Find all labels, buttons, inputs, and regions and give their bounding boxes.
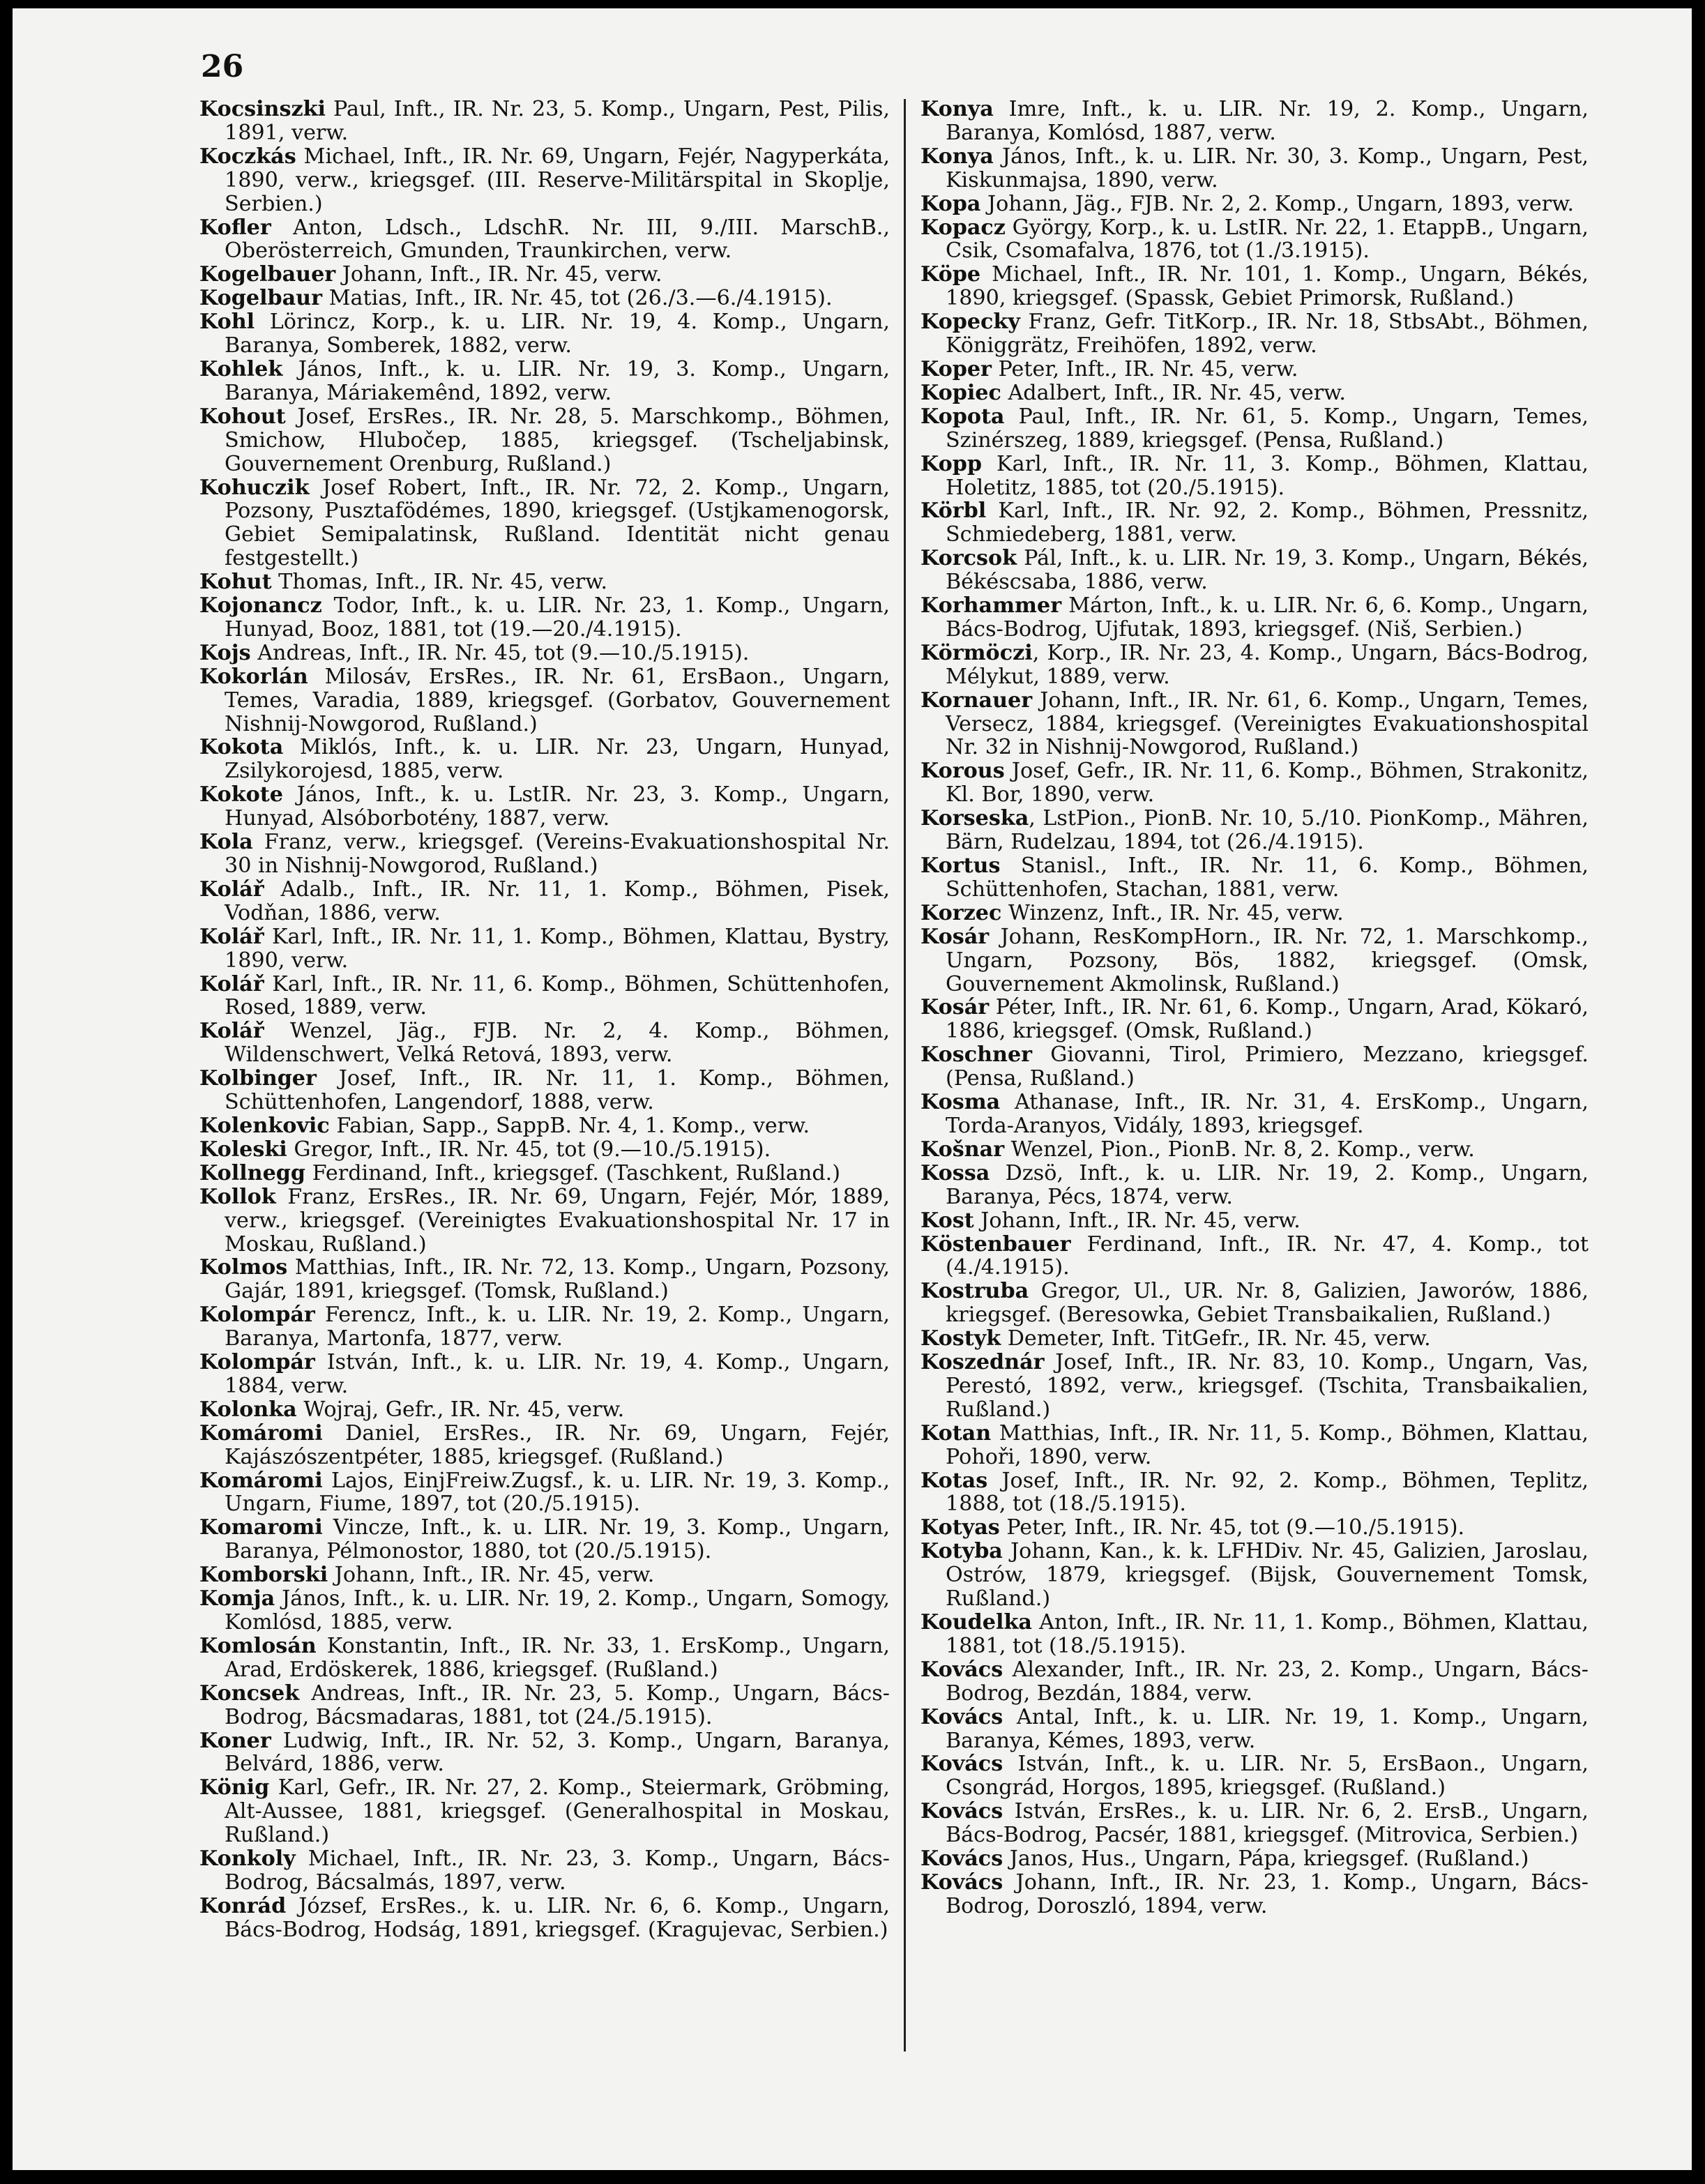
entry-text: Josef, Gefr., IR. Nr. 11, 6. Komp., Böhmen, Strakonitz, Kl. Bor, 1890, verw. [946,759,1589,807]
entry-text: Antal, Inft., k. u. LIR. Nr. 19, 1. Komp., Ungarn, Baranya, Kémes, 1893, verw. [946,1704,1589,1753]
entry-name: Koczkás [199,144,296,169]
entry-name: Komáromi [199,1468,323,1493]
entry [920,1422,1589,1469]
entry-text: Anton, Inft., IR. Nr. 11, 1. Komp., Böhmen, Klattau, 1881, tot (18./5.1915). [946,1610,1589,1658]
entry-text: Johann, Inft., IR. Nr. 61, 6. Komp., Ungarn, Temes, Versecz, 1884, kriegsgef. (Vereinigtes Evakuationshospital Nr. 32 in Nishnij-Nowgorod, Rußland.) [946,688,1589,760]
entry-name: Kolompár [199,1350,315,1375]
entry [920,1327,1589,1351]
entry [199,1303,890,1351]
entry-text: Michael, Inft., IR. Nr. 69, Ungarn, Fejér, Nagyperkáta, 1890, verw., kriegsgef. (III. Reserve-Militärspital in Skoplje, Serbien.) [225,144,890,216]
entry-text: Andreas, Inft., IR. Nr. 45, tot (9.—10./5.1915). [250,640,750,665]
entry-text: Péter, Inft., IR. Nr. 61, 6. Komp., Ungarn, Arad, Kökaró, 1886, kriegsgef. (Omsk, Rußland.) [946,995,1589,1044]
entry-text: Michael, Inft., IR. Nr. 101, 1. Komp., Ungarn, Békés, 1890, kriegsgef. (Spassk, Gebiet Primorsk, Rußland.) [946,262,1589,311]
entry-name: Koudelka [920,1610,1032,1635]
entry [199,1895,890,1942]
entry-text: Lajos, EinjFreiw.Zugsf., k. u. LIR. Nr. 19, 3. Komp., Ungarn, Fiume, 1897, tot (20./5.1915). [225,1468,890,1517]
entry-name: Kopacz [920,215,1006,240]
entry [920,98,1589,145]
entry [199,736,890,783]
entry-name: Kovács [920,1657,1003,1682]
entry-name: Kopota [920,404,1005,429]
entry [920,1209,1589,1233]
entry-text: Paul, Inft., IR. Nr. 23, 5. Komp., Ungarn, Pest, Pilis, 1891, verw. [225,97,890,145]
entry-name: Komaromi [199,1515,323,1540]
entry [920,1138,1589,1162]
entry [199,476,890,571]
entry-text: Franz, verw., kriegsgef. (Vereins-Evakuationshospital Nr. 30 in Nishnij-Nowgorod, Rußland.) [225,830,890,878]
entry [920,263,1589,310]
entry-text: István, Inft., k. u. LIR. Nr. 5, ErsBaon., Ungarn, Csongrád, Horgos, 1895, kriegsgef. (Rußland.) [946,1752,1589,1800]
entry-text: Gregor, Ul., UR. Nr. 8, Galizien, Jaworów, 1886, kriegsgef. (Beresowka, Gebiet Transbaikalien, Rußland.) [946,1279,1589,1328]
entry-name: Kolenkovic [199,1113,330,1138]
entry [199,1019,890,1067]
entry [199,831,890,878]
entry-text: Adalbert, Inft., IR. Nr. 45, verw. [1001,380,1347,405]
entry [199,1635,890,1682]
entry-text: Karl, Inft., IR. Nr. 92, 2. Komp., Böhmen, Pressnitz, Schmiedeberg, 1881, verw. [946,499,1589,547]
entry-name: Korcsok [920,546,1017,571]
entry [199,1162,890,1185]
entry-text: Lörincz, Korp., k. u. LIR. Nr. 19, 4. Komp., Ungarn, Baranya, Somberek, 1882, verw. [225,310,890,358]
entry [920,1871,1589,1918]
entry [199,1185,890,1257]
entry [920,1162,1589,1209]
entry [920,1800,1589,1847]
entry-name: Kollok [199,1184,276,1209]
entry-name: Košnar [920,1137,1005,1162]
entry-text: Ferencz, Inft., k. u. LIR. Nr. 19, 2. Komp., Ungarn, Baranya, Martonfa, 1877, verw. [225,1303,890,1351]
entry-name: Kohuczik [199,475,310,500]
entry-text: Anton, Ldsch., LdschR. Nr. III, 9./III. MarschB., Oberösterreich, Gmunden, Traunkirchen, verw. [225,215,890,264]
entry-text: Karl, Inft., IR. Nr. 11, 6. Komp., Böhmen, Schüttenhofen, Rosed, 1889, verw. [225,971,890,1020]
entry-name: Kopecky [920,310,1020,335]
entry-name: Kosma [920,1090,1001,1115]
entry-name: Kocsinszki [199,97,326,121]
entry-name: Korzec [920,900,1002,925]
document-page [13,8,1692,2170]
entry-text: Josef, Inft., IR. Nr. 83, 10. Komp., Ungarn, Vas, Perestó, 1892, verw., kriegsgef. (Tschita, Transbaikalien, Rußland.) [946,1350,1589,1422]
entry-name: Konya [920,97,994,121]
entry [199,1516,890,1563]
entry-name: Kohut [199,570,272,595]
entry-text: János, Inft., k. u. LIR. Nr. 19, 2. Komp., Ungarn, Somogy, Komlósd, 1885, verw. [225,1586,890,1635]
entry-name: Kotas [920,1468,988,1493]
entry [920,594,1589,642]
entry-name: Kovács [920,1846,1003,1872]
entry-text: Daniel, ErsRes., IR. Nr. 69, Ungarn, Fejér, Kajászószentpéter, 1885, kriegsgef. (Rußland.) [225,1420,890,1469]
entry-name: Kolář [199,924,264,949]
entry-text: Wojraj, Gefr., IR. Nr. 45, verw. [296,1397,625,1422]
entry-name: Konya [920,144,994,169]
entry-name: Kokorlán [199,664,308,689]
entry-name: Kossa [920,1160,990,1185]
entry-text: Konstantin, Inft., IR. Nr. 33, 1. ErsKomp., Ungarn, Arad, Erdöskerek, 1886, kriegsgef. (Rußland.) [225,1633,890,1682]
entry [199,1847,890,1895]
entry-text: Márton, Inft., k. u. LIR. Nr. 6, 6. Komp., Ungarn, Bács-Bodrog, Ujfutak, 1893, kriegsgef. (Niš, Serbien.) [946,593,1589,642]
entry [199,1776,890,1847]
entry-text: György, Korp., k. u. LstIR. Nr. 22, 1. EtappB., Ungarn, Csik, Csomafalva, 1876, tot (1./3.1915). [946,215,1589,264]
entry-text: Karl, Inft., IR. Nr. 11, 3. Komp., Böhmen, Klattau, Holetitz, 1885, tot (20./5.1915). [946,451,1589,500]
entry-name: Köstenbauer [920,1231,1071,1257]
entry [199,642,890,665]
entry-text: József, ErsRes., k. u. LIR. Nr. 6, 6. Komp., Ungarn, Bács-Bodrog, Hodság, 1891, kriegsgef. (Kragujevac, Serbien.) [225,1893,890,1942]
entry [199,310,890,358]
entry-name: Kostruba [920,1279,1029,1304]
entry-text: Fabian, Sapp., SappB. Nr. 4, 1. Komp., verw. [329,1113,810,1138]
entry-name: Kolbinger [199,1066,317,1091]
entry-name: Kolmos [199,1255,288,1280]
entry-text: , Korp., IR. Nr. 23, 4. Komp., Ungarn, Bács-Bodrog, Mélykut, 1889, verw. [946,640,1589,689]
entry [199,1398,890,1422]
page-number: 26 [201,49,244,84]
entry-text: Johann, Jäg., FJB. Nr. 2, 2. Komp., Ungarn, 1893, verw. [980,191,1575,216]
entry [920,996,1589,1043]
entry [199,665,890,736]
entry [920,381,1589,405]
entry-text: Thomas, Inft., IR. Nr. 45, verw. [271,570,608,595]
entry [199,405,890,476]
entry-text: Josef Robert, Inft., IR. Nr. 72, 2. Komp., Ungarn, Pozsony, Pusztafödémes, 1890, kriegsgef. (Ustjkamenogorsk, Gebiet Semipalatinsk, Rußland. Identität nicht genau festgestellt.) [225,475,890,571]
entry [920,689,1589,760]
entry [920,192,1589,216]
entry [920,145,1589,192]
entry-name: Korhammer [920,593,1062,619]
entry [920,1233,1589,1280]
entry [920,854,1589,902]
entry-text: Ferdinand, Inft., kriegsgef. (Taschkent, Rußland.) [305,1160,841,1185]
entry-text: Josef, Inft., IR. Nr. 92, 2. Komp., Böhmen, Teplitz, 1888, tot (18./5.1915). [946,1468,1589,1517]
entry [199,98,890,145]
entry-text: Josef, ErsRes., IR. Nr. 28, 5. Marschkomp., Böhmen, Smichow, Hlubočep, 1885, kriegsgef. (Tscheljabinsk, Gouvernement Orenburg, Rußland.) [225,404,890,476]
entry [920,642,1589,689]
entry-text: Pál, Inft., k. u. LIR. Nr. 19, 3. Komp., Ungarn, Békés, Békéscsaba, 1886, verw. [946,546,1589,595]
entry-text: Gregor, Inft., IR. Nr. 45, tot (9.—10./5.1915). [287,1137,771,1162]
entry-text: Wenzel, Jäg., FJB. Nr. 2, 4. Komp., Böhmen, Wildenschwert, Velká Retová, 1893, verw. [225,1019,890,1068]
entry-text: Dzsö, Inft., k. u. LIR. Nr. 19, 2. Komp., Ungarn, Baranya, Pécs, 1874, verw. [946,1160,1589,1209]
entry-name: Komáromi [199,1420,323,1446]
entry-text: Peter, Inft., IR. Nr. 45, verw. [991,356,1298,381]
entry-name: Kolář [199,877,264,902]
entry-name: Koszednár [920,1350,1045,1375]
entry [920,1706,1589,1753]
entry-text: János, Inft., k. u. LIR. Nr. 19, 3. Komp., Ungarn, Baranya, Máriakemênd, 1892, verw. [225,356,890,405]
right-column [920,98,1589,1918]
entry-text: Giovanni, Tirol, Primiero, Mezzano, kriegsgef. (Pensa, Rußland.) [946,1042,1589,1091]
entry-text: Athanase, Inft., IR. Nr. 31, 4. ErsKomp., Ungarn, Torda-Aranyos, Vidály, 1893, kriegsgef. [946,1090,1589,1138]
entry-name: Kolompár [199,1303,315,1328]
entry-text: Matthias, Inft., IR. Nr. 11, 5. Komp., Böhmen, Klattau, Pohoři, 1890, verw. [946,1420,1589,1469]
entry [199,1469,890,1517]
entry [920,902,1589,925]
entry-text: , LstPion., PionB. Nr. 10, 5./10. PionKomp., Mähren, Bärn, Rudelzau, 1894, tot (26./4.1915). [946,806,1589,855]
entry [920,547,1589,594]
entry-text: Karl, Gefr., IR. Nr. 27, 2. Komp., Steiermark, Gröbming, Alt-Aussee, 1881, kriegsgef. (Generalhospital in Moskau, Rußland.) [225,1775,890,1848]
entry-name: Komborski [199,1563,328,1588]
entry [199,1422,890,1469]
entry [199,1114,890,1138]
entry-name: Kokota [199,735,284,760]
entry-text: Matias, Inft., IR. Nr. 45, tot (26./3.—6./4.1915). [322,286,833,311]
entry-text: István, Inft., k. u. LIR. Nr. 19, 4. Komp., Ungarn, 1884, verw. [225,1350,890,1398]
entry-text: Karl, Inft., IR. Nr. 11, 1. Komp., Böhmen, Klattau, Bystry, 1890, verw. [225,924,890,973]
entry [920,1351,1589,1422]
entry-name: Kortus [920,854,1001,878]
entry-name: Korseska [920,806,1029,831]
entry-text: Johann, Inft., IR. Nr. 23, 1. Komp., Ungarn, Bács-Bodrog, Doroszló, 1894, verw. [946,1870,1589,1918]
entry-name: Konkoly [199,1846,296,1872]
entry-text: Matthias, Inft., IR. Nr. 72, 13. Komp., Ungarn, Pozsony, Gajár, 1891, kriegsgef. (Tomsk, Rußland.) [225,1255,890,1304]
entry-name: Kopa [920,191,981,216]
entry-name: Korous [920,759,1005,784]
entry-name: Kofler [199,215,271,240]
left-column [199,98,890,1942]
entry-text: Todor, Inft., k. u. LIR. Nr. 23, 1. Komp., Ungarn, Hunyad, Booz, 1881, tot (19.—20./4.1915). [225,593,890,642]
entry-name: Kotyba [920,1539,1003,1564]
entry [199,1067,890,1114]
entry-name: Köpe [920,262,981,287]
entry [199,973,890,1020]
entry [199,594,890,642]
entry-text: Vincze, Inft., k. u. LIR. Nr. 19, 3. Komp., Ungarn, Baranya, Pélmonostor, 1880, tot (20./5.1915). [225,1515,890,1564]
entry-text: Stanisl., Inft., IR. Nr. 11, 6. Komp., Böhmen, Schüttenhofen, Stachan, 1881, verw. [946,854,1589,902]
entry-name: Kostyk [920,1326,1001,1351]
entry-text: István, ErsRes., k. u. LIR. Nr. 6, 2. ErsB., Ungarn, Bács-Bodrog, Pacsér, 1881, kriegsgef. (Mitrovica, Serbien.) [946,1799,1589,1848]
entry-name: Kovács [920,1704,1003,1729]
entry [920,1611,1589,1658]
entry-name: Kohout [199,404,286,429]
entry-name: Koschner [920,1042,1033,1068]
entry-name: Kohlek [199,356,283,381]
entry-text: Johann, Inft., IR. Nr. 45, verw. [973,1208,1301,1233]
entry-text: Johann, ResKompHorn., IR. Nr. 72, 1. Marschkomp., Ungarn, Pozsony, Bös, 1882, kriegsgef. (Omsk, Gouvernement Akmolinsk, Rußland.) [946,924,1589,996]
entry [920,453,1589,500]
entry [920,1658,1589,1706]
entry-text: Janos, Hus., Ungarn, Pápa, kriegsgef. (Rußland.) [1003,1846,1529,1872]
entry-name: Kotyas [920,1515,1000,1540]
entry [199,287,890,310]
entry [920,216,1589,264]
entry [920,1280,1589,1327]
entry-name: Kogelbaur [199,286,323,311]
entry-name: Kohl [199,310,255,335]
entry [199,570,890,594]
entry [920,1469,1589,1517]
entry-name: Kojonancz [199,593,322,619]
entry-name: Kost [920,1208,974,1233]
entry-name: Koleski [199,1137,287,1162]
entry-text: Franz, ErsRes., IR. Nr. 69, Ungarn, Fejér, Mór, 1889, verw., kriegsgef. (Vereinigtes Evakuationshospital Nr. 17 in Moskau, Rußland.) [225,1184,890,1257]
entry-text: Josef, Inft., IR. Nr. 11, 1. Komp., Böhmen, Schüttenhofen, Langendorf, 1888, verw. [225,1066,890,1115]
entry [199,878,890,925]
entry [920,1043,1589,1091]
entry-name: Kollnegg [199,1160,306,1185]
entry-name: Kolonka [199,1397,297,1422]
entry-text: Adalb., Inft., IR. Nr. 11, 1. Komp., Böhmen, Pisek, Vodňan, 1886, verw. [225,877,890,925]
entry-name: Kokote [199,782,283,807]
entry [199,216,890,264]
entry-text: Johann, Inft., IR. Nr. 45, verw. [335,262,662,287]
entry [199,145,890,216]
entry-text: János, Inft., k. u. LstIR. Nr. 23, 3. Komp., Ungarn, Hunyad, Alsóborbotény, 1887, verw. [225,782,890,831]
entry [920,499,1589,547]
entry-name: Körmöczi [920,640,1033,665]
entry [920,358,1589,381]
entry-text: Miklós, Inft., k. u. LIR. Nr. 23, Ungarn, Hunyad, Zsilykorojesd, 1885, verw. [225,735,890,784]
entry [199,1587,890,1635]
entry-text: Paul, Inft., IR. Nr. 61, 5. Komp., Ungarn, Temes, Szinérszeg, 1889, kriegsgef. (Pensa, Rußland.) [946,404,1589,453]
entry-text: Franz, Gefr. TitKorp., IR. Nr. 18, StbsAbt., Böhmen, Königgrätz, Freihöfen, 1892, verw. [946,310,1589,358]
entry [920,807,1589,854]
entry-name: Kojs [199,640,251,665]
entry-name: Konrád [199,1893,287,1918]
entry [920,1847,1589,1871]
entry [920,925,1589,996]
column-divider [904,99,906,2052]
entry-name: Kosár [920,924,990,949]
entry-text: Imre, Inft., k. u. LIR. Nr. 19, 2. Komp., Ungarn, Baranya, Komlósd, 1887, verw. [946,97,1589,145]
entry [199,1682,890,1729]
entry [199,1729,890,1777]
entry-name: König [199,1775,270,1800]
entry-text: Ferdinand, Inft., IR. Nr. 47, 4. Komp., tot (4./4.1915). [946,1231,1589,1280]
entry-name: Kolář [199,1019,264,1044]
entry-text: Johann, Kan., k. k. LFHDiv. Nr. 45, Galizien, Jaroslau, Ostrów, 1879, kriegsgef. (Bijsk, Gouvernement Tomsk, Rußland.) [946,1539,1589,1612]
entry-name: Koper [920,356,992,381]
entry-text: Alexander, Inft., IR. Nr. 23, 2. Komp., Ungarn, Bács-Bodrog, Bezdán, 1884, verw. [946,1657,1589,1706]
entry-name: Kogelbauer [199,262,336,287]
entry [199,1563,890,1587]
entry-text: Ludwig, Inft., IR. Nr. 52, 3. Komp., Ungarn, Baranya, Belvárd, 1886, verw. [225,1728,890,1777]
entry [920,1540,1589,1611]
entry-text: Peter, Inft., IR. Nr. 45, tot (9.—10./5.1915). [999,1515,1465,1540]
entry [199,1138,890,1162]
entry-name: Kovács [920,1870,1003,1895]
entry-name: Körbl [920,499,987,524]
entry [920,1516,1589,1540]
entry-name: Kovács [920,1752,1003,1777]
entry-text: Michael, Inft., IR. Nr. 23, 3. Komp., Ungarn, Bács-Bodrog, Bácsalmás, 1897, verw. [225,1846,890,1895]
entry [199,1256,890,1303]
entry-name: Kopiec [920,380,1001,405]
entry-text: Wenzel, Pion., PionB. Nr. 8, 2. Komp., verw. [1004,1137,1475,1162]
entry-name: Kotan [920,1420,992,1446]
entry [920,1752,1589,1800]
entry-name: Komja [199,1586,275,1612]
entry [920,310,1589,358]
entry-name: Kopp [920,451,982,476]
entry [199,925,890,973]
entry [920,759,1589,807]
entry-name: Koncsek [199,1681,300,1706]
entry-name: Kovács [920,1799,1003,1824]
entry-name: Kolář [199,971,264,996]
entry-text: Andreas, Inft., IR. Nr. 23, 5. Komp., Ungarn, Bács-Bodrog, Bácsmadaras, 1881, tot (24./5.1915). [225,1681,890,1729]
entry-text: János, Inft., k. u. LIR. Nr. 30, 3. Komp., Ungarn, Pest, Kiskunmajsa, 1890, verw. [946,144,1589,192]
entry-name: Komlosán [199,1633,317,1658]
entry [920,405,1589,453]
entry-text: Winzenz, Inft., IR. Nr. 45, verw. [1001,900,1344,925]
entry [199,1351,890,1398]
entry [920,1091,1589,1138]
entry-name: Kosár [920,995,990,1020]
entry-name: Koner [199,1728,271,1753]
entry-name: Kornauer [920,688,1033,713]
entry [199,263,890,287]
entry [199,783,890,831]
entry-name: Kola [199,830,253,855]
entry [199,358,890,405]
entry-text: Milosáv, ErsRes., IR. Nr. 61, ErsBaon., Ungarn, Temes, Varadia, 1889, kriegsgef. (Gorbatov, Gouvernement Nishnij-Nowgorod, Rußland.) [225,664,890,736]
entry-text: Demeter, Inft. TitGefr., IR. Nr. 45, verw. [1001,1326,1431,1351]
entry-text: Johann, Inft., IR. Nr. 45, verw. [328,1563,655,1588]
